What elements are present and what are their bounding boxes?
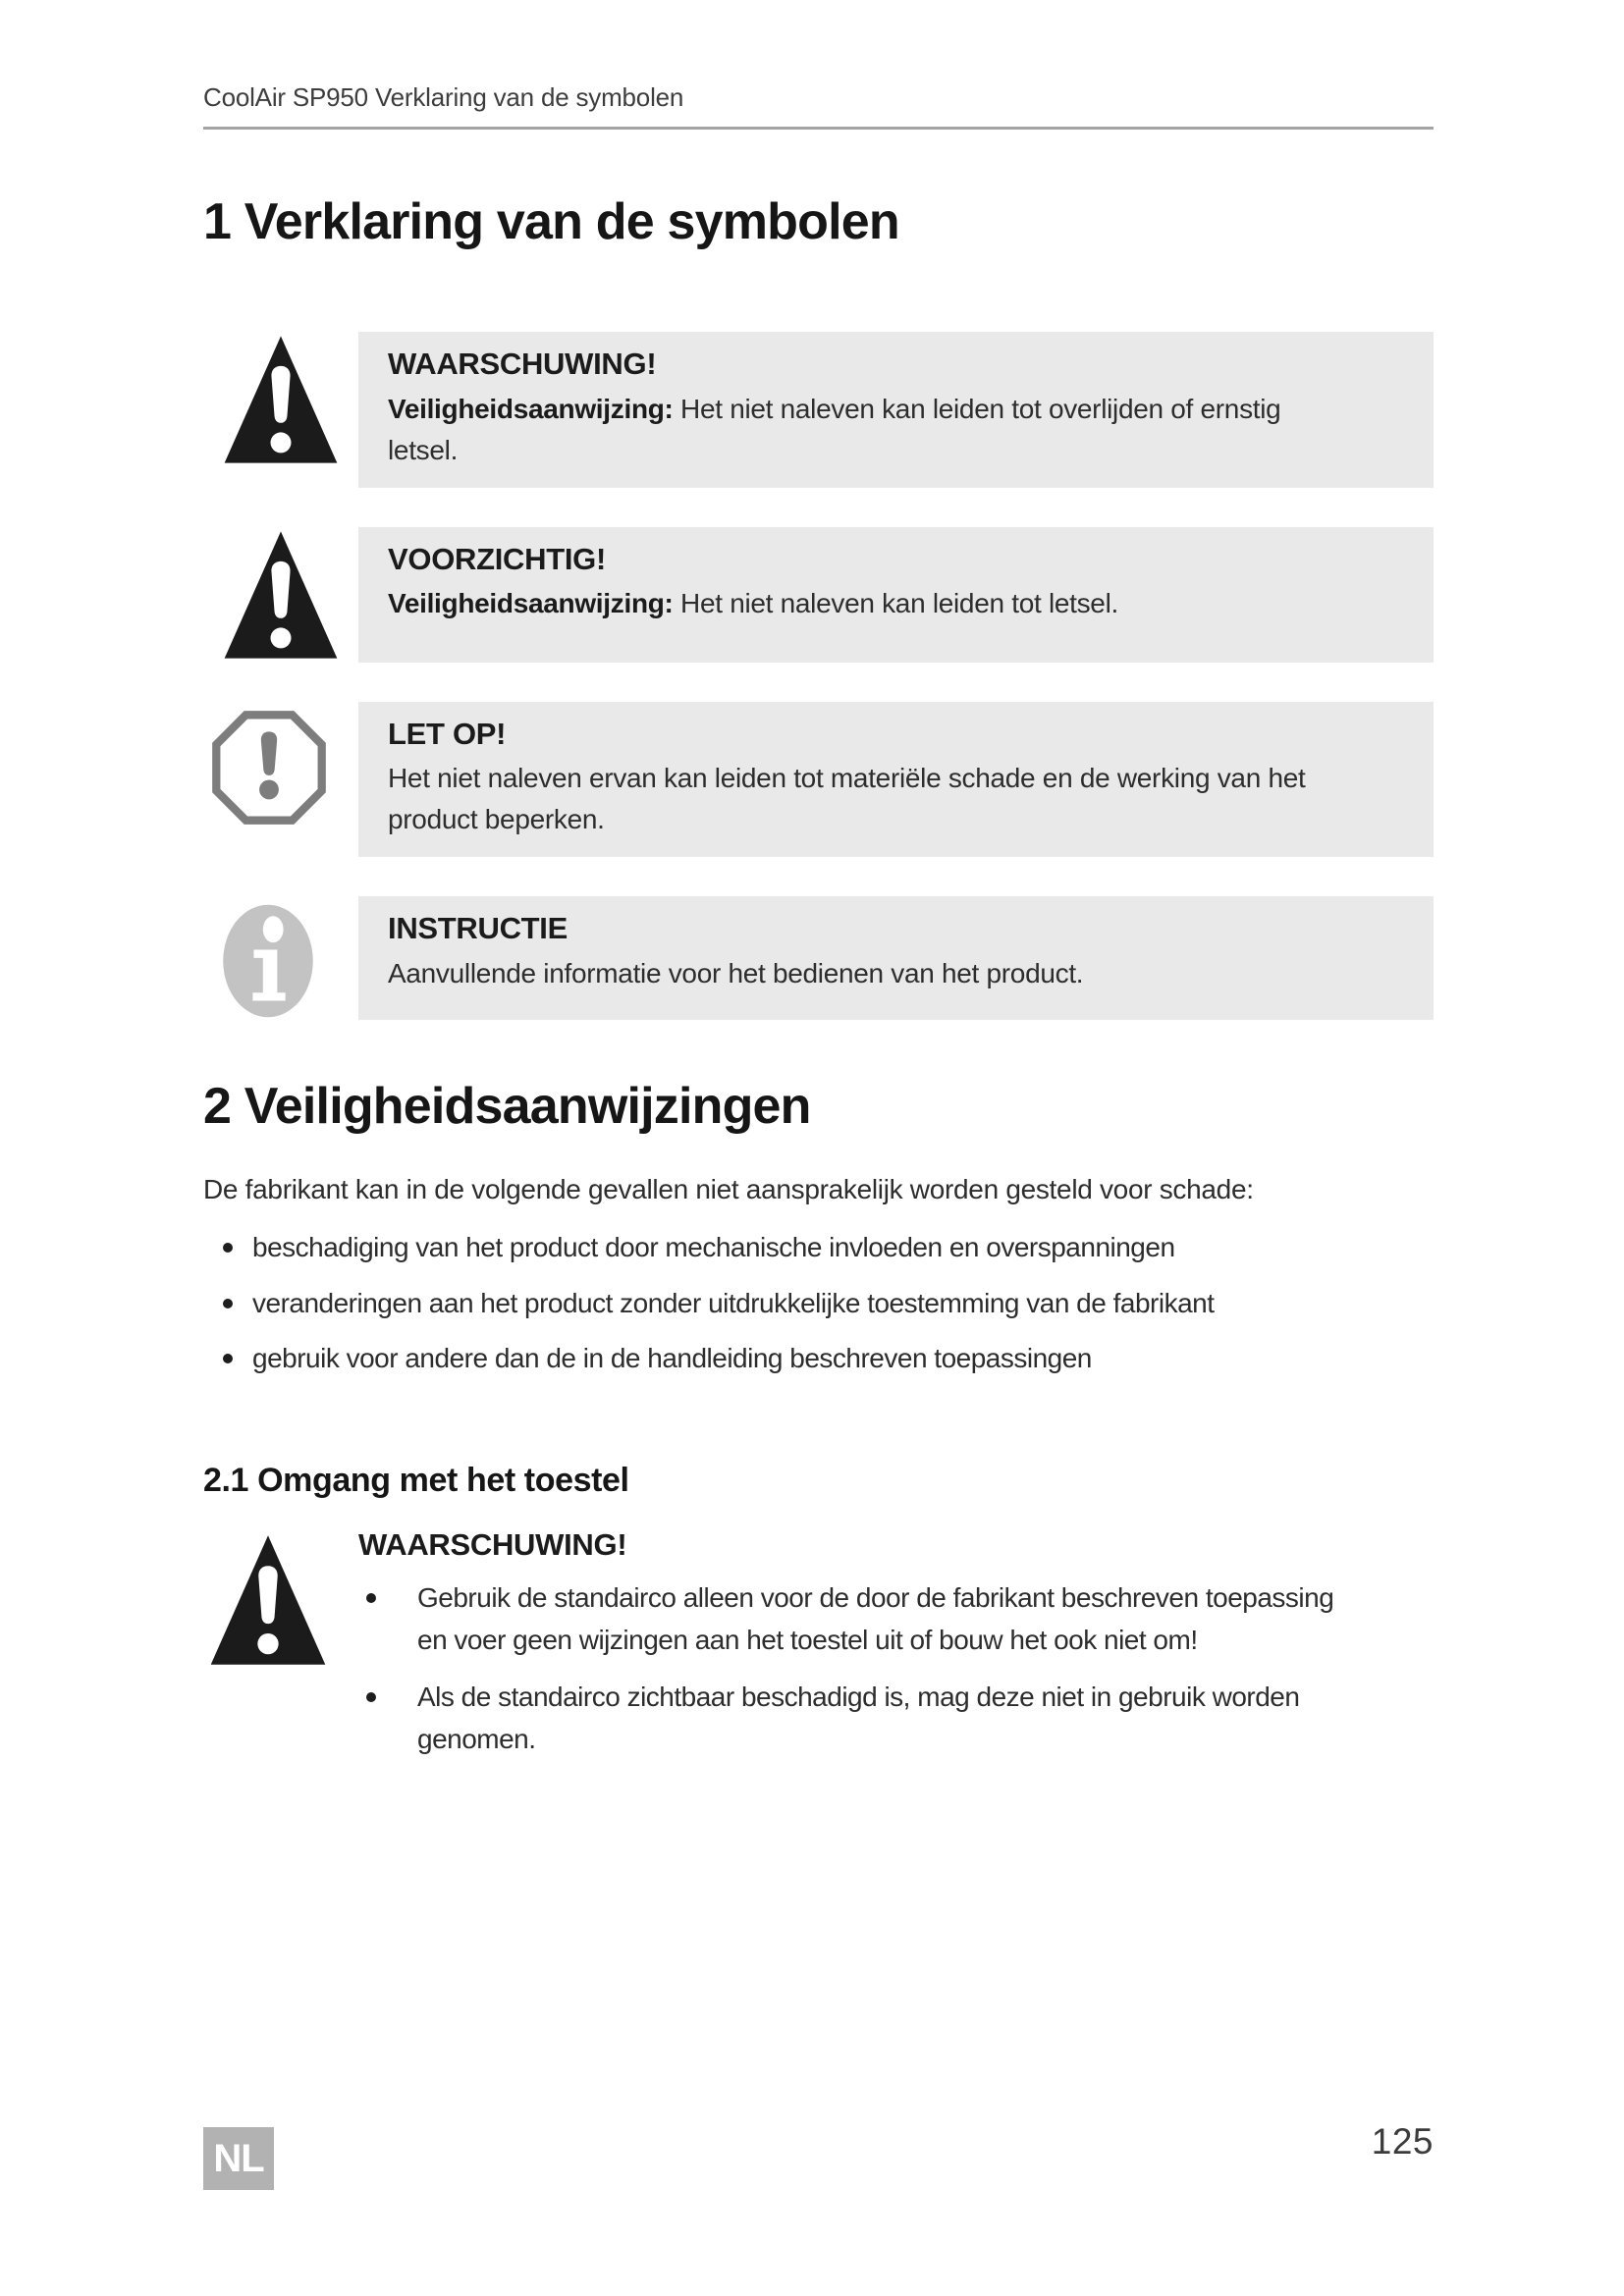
warning-triangle-icon xyxy=(221,332,341,467)
symbol-legend xyxy=(203,332,1434,1020)
bullet-text: gebruik voor andere dan de in de handleiding beschreven toepassingen xyxy=(252,1343,1092,1374)
notice-octagon-icon xyxy=(211,710,327,826)
warning-triangle-icon xyxy=(221,527,341,663)
note-body: Aanvullende informatie voor het bedienen van het product. xyxy=(388,957,1084,988)
instruction-note-box xyxy=(358,896,1434,1020)
bullet-dot xyxy=(223,1243,233,1253)
list-item xyxy=(358,1677,1434,1760)
symbol-row-notice xyxy=(203,702,1434,858)
bullet-text: beschadiging van het product door mechanische invloeden en overspanningen xyxy=(252,1232,1175,1263)
handling-warning-block xyxy=(203,1522,1434,1776)
section-2-title: 2 Veiligheidsaanwijzingen xyxy=(203,1078,811,1136)
page-number: 125 xyxy=(1371,2121,1434,2162)
note-body: Het niet naleven ervan kan leiden tot materiële schade en de werking van het product beperken. xyxy=(388,763,1306,835)
note-text xyxy=(388,758,1335,840)
bullet-text: Als de standairco zichtbaar beschadigd is, mag deze niet in gebruik worden genomen. xyxy=(417,1682,1300,1754)
bullet-dot xyxy=(223,1354,233,1363)
note-title: INSTRUCTIE xyxy=(388,911,568,946)
bullet-dot xyxy=(366,1692,376,1702)
symbol-row-instruction xyxy=(203,896,1434,1020)
note-title: VOORZICHTIG! xyxy=(388,541,606,576)
bullet-text: Gebruik de standairco alleen voor de door de fabrikant beschreven toepassing en voer geen wijzingen aan het toestel uit of bouw het ook niet om! xyxy=(417,1582,1334,1655)
caution-note-box xyxy=(358,527,1434,663)
list-item xyxy=(203,1227,1434,1269)
list-item xyxy=(203,1338,1434,1380)
symbol-row-caution xyxy=(203,527,1434,663)
warning-bullet-list xyxy=(358,1577,1434,1760)
icon-column xyxy=(203,332,358,488)
list-item xyxy=(203,1283,1434,1325)
instruction-info-icon xyxy=(217,902,319,1020)
symbol-row-warning xyxy=(203,332,1434,488)
note-text xyxy=(388,583,1335,624)
note-body: Het niet naleven kan leiden tot overlijden of ernstig letsel. xyxy=(388,393,1281,465)
list-item xyxy=(358,1577,1434,1661)
notice-note-box xyxy=(358,702,1434,858)
warning-triangle-icon xyxy=(207,1531,329,1669)
note-title: LET OP! xyxy=(388,716,507,751)
note-text xyxy=(388,953,1335,994)
section-1-title: 1 Verklaring van de symbolen xyxy=(203,193,899,250)
bullet-dot xyxy=(366,1593,376,1603)
note-lead: Veiligheidsaanwijzing: xyxy=(388,588,674,619)
language-badge: NL xyxy=(203,2127,274,2190)
warning-title: WAARSCHUWING! xyxy=(358,1527,627,1563)
warning-note-box xyxy=(358,332,1434,488)
icon-column xyxy=(203,1522,358,1776)
icon-column xyxy=(203,896,358,1020)
note-lead: Veiligheidsaanwijzing: xyxy=(388,393,674,424)
icon-column xyxy=(203,527,358,663)
note-text xyxy=(388,389,1335,471)
running-header: CoolAir SP950 Verklaring van de symbolen xyxy=(203,82,684,112)
bullet-dot xyxy=(223,1299,233,1308)
liability-bullet-list xyxy=(203,1227,1434,1380)
subsection-2-1-title: 2.1 Omgang met het toestel xyxy=(203,1461,629,1499)
header-rule xyxy=(203,127,1434,130)
note-title: WAARSCHUWING! xyxy=(388,347,657,382)
warning-content xyxy=(358,1522,1434,1776)
section-2-intro: De fabrikant kan in de volgende gevallen niet aansprakelijk worden gesteld voor schade: xyxy=(203,1174,1254,1205)
icon-column xyxy=(203,702,358,858)
bullet-text: veranderingen aan het product zonder uitdrukkelijke toestemming van de fabrikant xyxy=(252,1287,1215,1318)
note-body: Het niet naleven kan leiden tot letsel. xyxy=(673,588,1118,619)
